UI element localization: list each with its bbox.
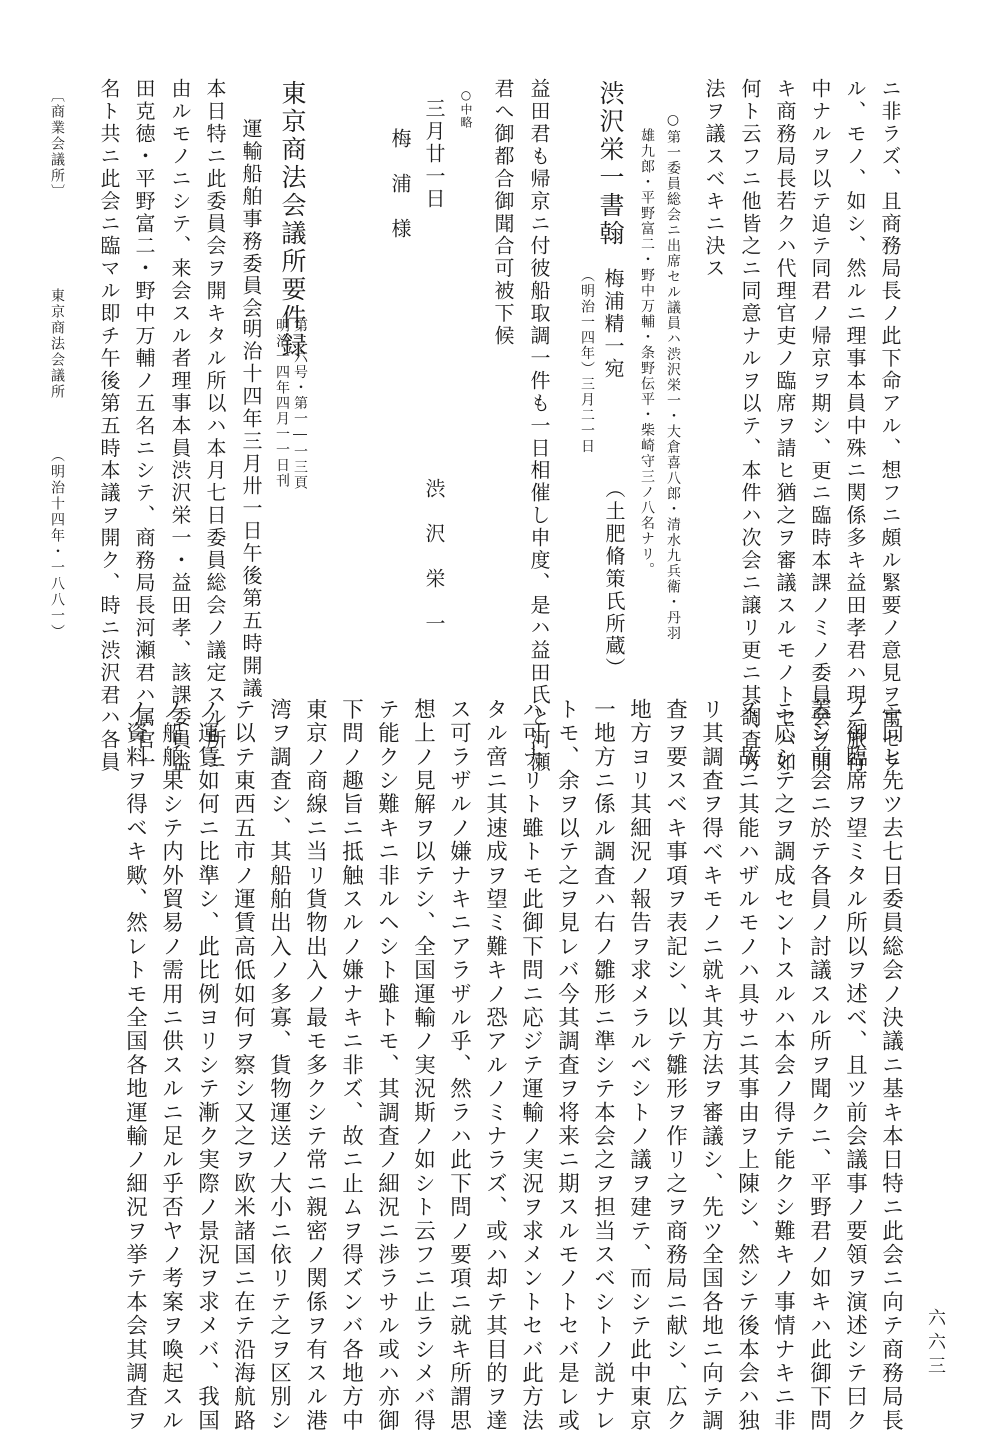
letter-heading: 渋沢栄一書翰 — [596, 80, 625, 248]
record-meeting-time: 明治十四年三月卅一日午後第五時開議 — [239, 318, 263, 700]
omission-mark: ○中略 — [459, 88, 473, 129]
text-column: 何ト云フニ他皆之ニ同意ナルヲ以テ、本件ハ次会ニ譲リ更ニ其調査方 — [738, 78, 762, 774]
text-column: 東京ノ商線ニ当リ貨物出入ノ最モ多クシテ常ニ親密ノ関係ヲ有スル港 — [302, 698, 328, 1433]
letter-source: （土肥脩策氏所蔵） — [602, 478, 626, 681]
text-column: 田克徳・平野富二・野中万輔ノ五名ニシテ、商務局長河瀬君ハ属官一 — [132, 78, 156, 774]
letter-date-note: （明治一四年）三月二一日 — [579, 268, 595, 454]
record-subheading: 運輸船舶事務委員会 — [239, 118, 263, 321]
text-column: 一地方ニ係ル調査ハ右ノ雛形ニ準シテ本会之ヲ担当スベシトノ説ナレ — [590, 698, 616, 1433]
text-column: ニ非ラズ、且商務局長ノ此下命アル、想フニ頗ル緊要ノ意見ヲ寓セラ — [878, 78, 902, 774]
text-column: リ其調査ヲ得ベキモノニ就キ其方法ヲ審議シ、先ツ全国各地ニ向テ調 — [698, 698, 724, 1433]
page-number: 六六三 — [925, 1308, 946, 1380]
footer-year: （明治十四年・一八八一） — [49, 448, 65, 640]
footer-organization: 東京商法会議所 — [49, 288, 65, 400]
text-column: 蓋シ前会ニ於テ各員ノ討議スル所ヲ聞クニ、平野君ノ如キハ此御下問 — [806, 698, 832, 1433]
text-column: 本日特ニ此委員会ヲ開キタル所以ハ本月七日委員総会ノ議定スル所ニ — [203, 78, 227, 774]
letter-addressee: 梅浦精一宛 — [601, 268, 625, 381]
letter-body: 君へ御都合御聞合可被下候 — [491, 78, 515, 348]
text-column: 想上ノ見解ヲ以テシ、全国運輸ノ実況斯ノ如シト云フニ止ラシメバ得 — [410, 698, 436, 1433]
text-column: ス可ラザルノ嫌ナキニアラザル乎、然ラハ此下問ノ要項ニ就キ所謂思 — [446, 698, 472, 1433]
text-column: 下問ノ趣旨ニ抵触スルノ嫌ナキニ非ズ、故ニ止ムヲ得ズンバ各地方中 — [338, 698, 364, 1433]
text-column: キ商務局長若クハ代理官吏ノ臨席ヲ請ヒ猶之ヲ審議スルモノトセバ如 — [773, 78, 797, 774]
text-column: トモ、余ヲ以テ之ヲ見レバ今其調査ヲ将来ニ期スルモノトセバ是レ或 — [554, 698, 580, 1433]
record-issue-date: 明治一四年四月一一日刊 — [274, 318, 290, 489]
text-column: ノ運賃如何ニ比準シ、此比例ヨリシテ漸ク実際ノ景況ヲ求メバ、我国 — [194, 698, 220, 1433]
text-column: 由ルモノニシテ、来会スル者理事本員渋沢栄一・益田孝、該課委員益 — [168, 78, 192, 774]
record-issue: 第二六号・第一―一三頁 — [292, 318, 308, 491]
text-column: 法ヲ議スベキニ決ス — [702, 78, 726, 281]
text-column: ノ御臨席ヲ望ミタル所以ヲ述ベ、且ツ前会議事ノ要領ヲ演述シテ曰ク — [842, 698, 868, 1433]
text-column: 名ト共ニ此会ニ臨マル即チ午後第五時本議ヲ開ク、時ニ渋沢君ハ各員 — [97, 78, 121, 774]
letter-body: 益田君も帰京ニ付彼船取調一件も一日相催し申度、是ハ益田氏と河瀬 — [527, 78, 551, 774]
text-column: ノ資料ヲ得ベキ歟、然レトモ全国各地運輸ノ細況ヲ挙テ本会其調査ヲ — [122, 698, 148, 1433]
letter-sender: 渋 沢 栄 一 — [422, 478, 446, 636]
text-column: ニ向ヒ先ツ去七日委員総会ノ決議ニ基キ本日特ニ此会ニ向テ商務局長 — [878, 698, 904, 1433]
text-column: ニ応シテ之ヲ調成セントスルハ本会ノ得テ能クシ難キノ事情ナキニ非 — [770, 698, 796, 1433]
text-column: 中ナルヲ以テ追テ同君ノ帰京ヲ期シ、更ニ臨時本課ノミノ委員会ヲ開 — [808, 78, 832, 774]
text-column: ズ、故ニ其能ハザルモノハ具サニ其事由ヲ上陳シ、然シテ後本会ハ独 — [734, 698, 760, 1433]
text-column: ル、モノ、如シ、然ルニ理事本員中殊ニ関係多キ益田孝君ハ現ニ旅行 — [843, 78, 867, 774]
text-column: タル啻ニ其速成ヲ望ミ難キノ恐アルノミナラズ、或ハ却テ其目的ヲ達 — [482, 698, 508, 1433]
record-heading: 東京商法会議所要件録 — [278, 80, 307, 360]
text-column: ハ可ナリト雖トモ此御下問ニ応ジテ運輸ノ実況ヲ求メントセバ此方法 — [518, 698, 544, 1433]
text-column: テ能クシ難キニ非ルヘシト雖トモ、其調査ノ細況ニ渉ラサル或ハ亦御 — [374, 698, 400, 1433]
attendance-note: ○第一委員総会ニ出席セル議員ハ渋沢栄一・大倉喜八郎・清水九兵衛・丹羽 — [665, 112, 681, 641]
footer-category: 〔商業会議所〕 — [49, 88, 65, 200]
text-column: 査ヲ要スベキ事項ヲ表記シ、以テ雛形ヲ作リ之ヲ商務局ニ献シ、広ク — [662, 698, 688, 1433]
text-column: 湾ヲ調査シ、其船舶出入ノ多寡、貨物運送ノ大小ニ依リテ之ヲ区別シ — [266, 698, 292, 1433]
attendance-note: 雄九郎・平野富二・野中万輔・条野伝平・柴崎守三ノ八名ナリ。 — [639, 128, 655, 578]
text-column: テ以テ東西五市ノ運賃高低如何ヲ察シ又之ヲ欧米諸国ニ在テ沿海航路 — [230, 698, 256, 1433]
letter-recipient: 梅 浦 様 — [388, 128, 412, 241]
text-column: ノ船舶果シテ内外貿易ノ需用ニ供スルニ足ル乎否ヤノ考案ヲ喚起スル — [158, 698, 184, 1433]
letter-date: 三月廿一日 — [422, 98, 446, 211]
text-column: 地方ヨリ其細況ノ報告ヲ求メラルベシトノ議ヲ建テ、而シテ此中東京 — [626, 698, 652, 1433]
